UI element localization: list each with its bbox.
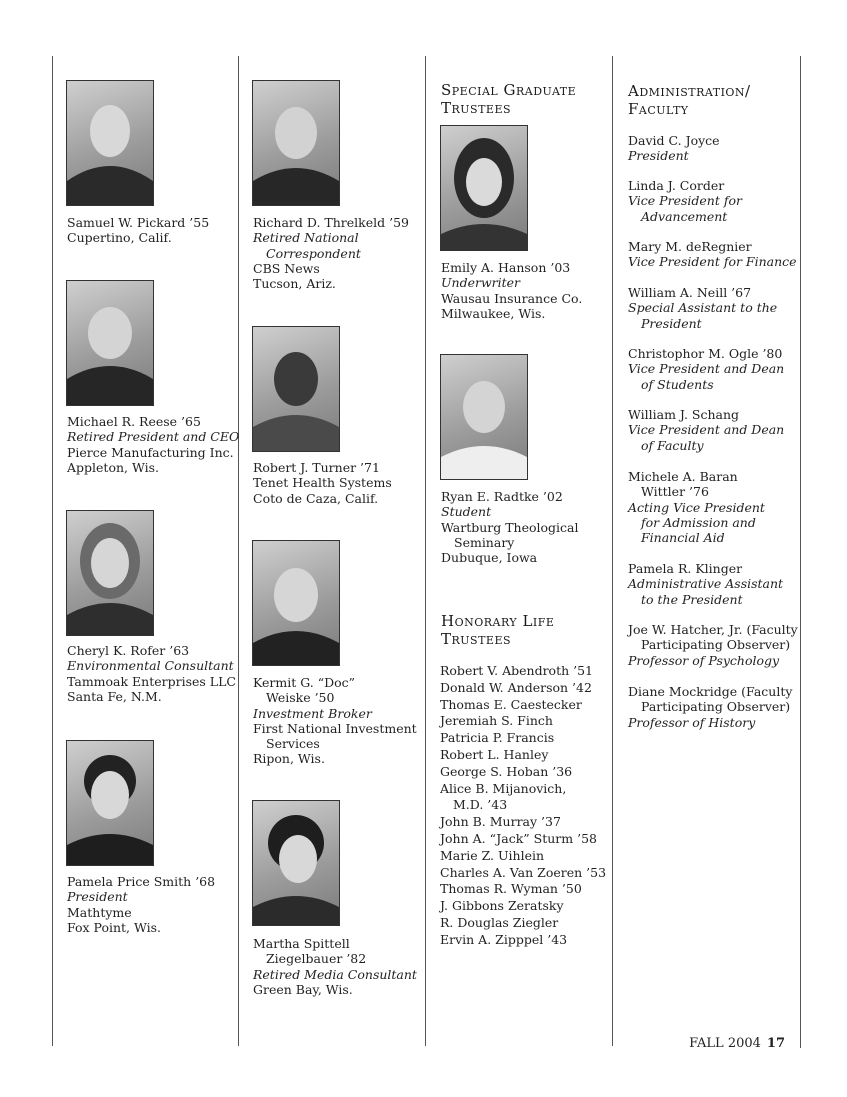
portrait-photo [252, 80, 340, 206]
list-item: John B. Murray ’37 [440, 814, 561, 830]
trustee-name: Robert J. Turner ’71 [253, 460, 380, 475]
portrait-photo [440, 125, 528, 251]
trustee-name: Michael R. Reese ’65 [67, 414, 201, 429]
list-item: Donald W. Anderson ’42 [440, 679, 592, 695]
admin-entry: Joe W. Hatcher, Jr. (Faculty Participating Observer) Professor of Psychology [628, 622, 798, 668]
trustee-name: Ryan E. Radtke ’02 [441, 489, 563, 504]
trustee-entry: Robert J. Turner ’71 Tenet Health Systems Coto de Caza, Calif. [253, 460, 428, 506]
trustee-entry: Emily A. Hanson ’03 Underwriter Wausau Insurance Co. Milwaukee, Wis. [441, 260, 616, 321]
list-item: Jeremiah S. Finch [440, 713, 553, 729]
trustee-entry: Samuel W. Pickard ’55 Cupertino, Calif. [67, 215, 242, 246]
admin-entry: David C. Joyce President [628, 133, 720, 164]
portrait-photo [66, 80, 154, 206]
trustee-entry: Ryan E. Radtke ’02 Student Wartburg Theological Seminary Dubuque, Iowa [441, 489, 616, 565]
portrait-photo [440, 354, 528, 480]
list-item: John A. “Jack” Sturm ’58 [440, 830, 597, 846]
admin-entry: Christophor M. Ogle ’80 Vice President and Dean of Students [628, 346, 785, 392]
trustee-entry: Cheryl K. Rofer ’63 Environmental Consultant Tammoak Enterprises LLC Santa Fe, N.M. [67, 643, 242, 704]
list-item: Robert V. Abendroth ’51 [440, 663, 594, 678]
portrait-photo [252, 326, 340, 452]
trustee-name: Richard D. Threlkeld ’59 [253, 215, 409, 230]
column-rule [52, 56, 53, 1046]
portrait-photo [252, 800, 340, 926]
admin-entry: Pamela R. Klinger Administrative Assistant to the President [628, 561, 784, 607]
admin-entry: Diane Mockridge (Faculty Participating Observer) Professor of History [628, 684, 793, 730]
trustee-entry: Michael R. Reese ’65 Retired President and CEO Pierce Manufacturing Inc. Appleton, Wis. [67, 414, 242, 475]
admin-entry: Mary M. deRegnier Vice President for Finance [628, 239, 797, 270]
list-item: M.D. ’43 [453, 797, 508, 813]
trustee-name: Samuel W. Pickard ’55 [67, 215, 210, 230]
portrait-photo [252, 540, 340, 666]
list-item: Marie Z. Uihlein [440, 847, 545, 863]
trustee-entry: Kermit G. “Doc” Weiske ’50 Investment Broker First National Investment Services Ripon, Wis. [253, 675, 428, 767]
list-item: J. Gibbons Zeratsky [440, 898, 564, 914]
list-item: Thomas R. Wyman ’50 [440, 881, 582, 897]
section-heading: Special Graduate Trustees [441, 81, 577, 117]
list-item: Charles A. Van Zoeren ’53 [440, 864, 607, 880]
list-item: Alice B. Mijanovich, [440, 780, 567, 796]
trustee-entry: Martha Spittell Ziegelbauer ’82 Retired Media Consultant Green Bay, Wis. [253, 936, 428, 997]
portrait-photo [66, 740, 154, 866]
portrait-photo [66, 510, 154, 636]
column-rule [425, 56, 426, 1046]
honorary-trustees-list [440, 663, 606, 949]
trustee-name: Kermit G. “Doc” [253, 675, 356, 690]
section-heading: Honorary Life Trustees [441, 612, 555, 648]
portrait-photo [66, 280, 154, 406]
list-item: Robert L. Hanley [440, 746, 549, 762]
trustee-entry: Richard D. Threlkeld ’59 Retired National Correspondent CBS News Tucson, Ariz. [253, 215, 428, 291]
trustee-name: Pamela Price Smith ’68 [67, 874, 216, 889]
page-number: 17 [766, 1036, 785, 1051]
admin-entry: William J. Schang Vice President and Dean of Faculty [628, 407, 785, 453]
trustee-name: Martha Spittell [253, 936, 350, 951]
trustee-name: Cheryl K. Rofer ’63 [67, 643, 190, 658]
list-item: R. Douglas Ziegler [440, 914, 559, 930]
list-item: Patricia P. Francis [440, 730, 555, 746]
issue-label: FALL 2004 [689, 1036, 761, 1051]
trustee-name: Emily A. Hanson ’03 [441, 260, 571, 275]
list-item: George S. Hoban ’36 [440, 763, 573, 779]
admin-entry: William A. Neill ’67 Special Assistant to the President [628, 285, 778, 331]
list-item: Thomas E. Caestecker [440, 696, 582, 712]
page-footer [689, 1036, 785, 1051]
section-heading: Administration/ Faculty [628, 82, 751, 118]
admin-entry: Michele A. Baran Wittler ’76 Acting Vice President for Admission and Financial Aid [628, 469, 765, 546]
admin-entry: Linda J. Corder Vice President for Advancement [628, 178, 742, 224]
list-item: Ervin A. Zipppel ’43 [440, 931, 568, 947]
trustee-entry: Pamela Price Smith ’68 President Mathtyme Fox Point, Wis. [67, 874, 242, 935]
